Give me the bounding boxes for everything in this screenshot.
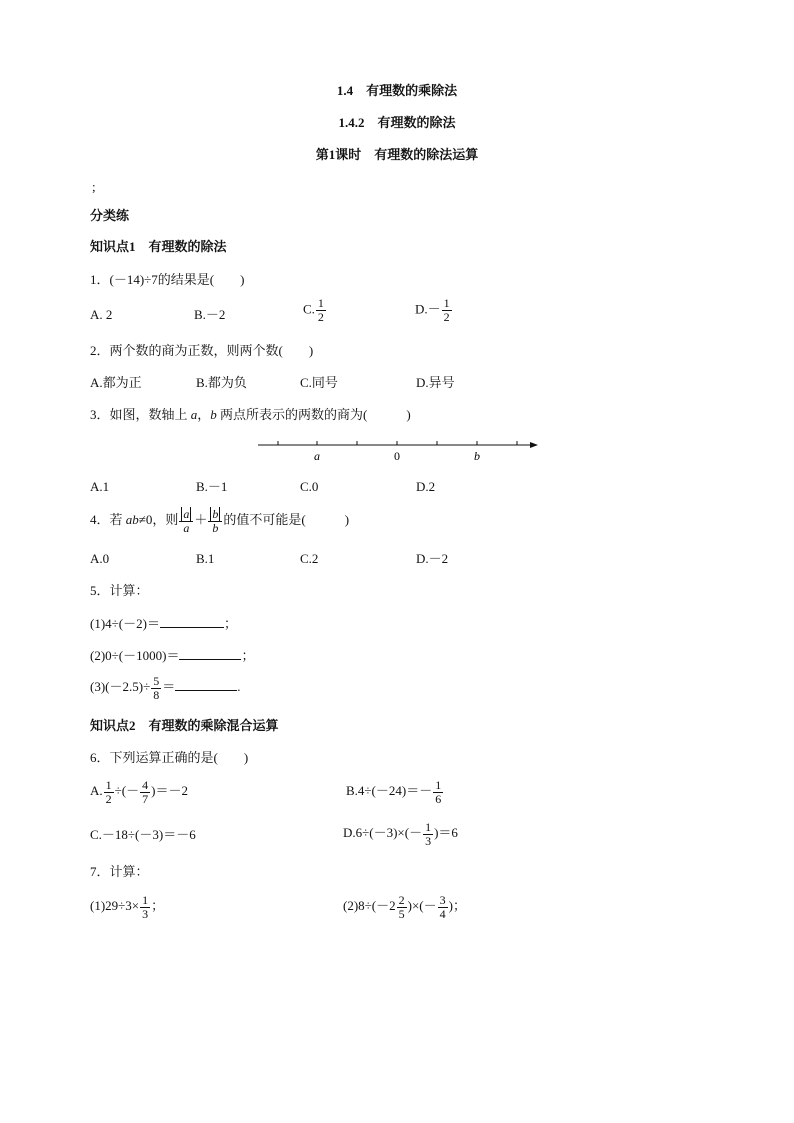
q6-option-b xyxy=(346,776,444,806)
q6-option-c: C.－18÷(－3)＝－6 xyxy=(90,827,196,842)
question-7-stem: 7．计算： xyxy=(90,864,149,879)
stem-text: 的值不可能是( ) xyxy=(223,512,350,527)
denominator: 2 xyxy=(105,791,112,806)
numerator: 2 xyxy=(398,892,405,907)
denominator: 4 xyxy=(439,906,446,921)
category-heading: 分类练 xyxy=(90,208,130,223)
numerator: 3 xyxy=(439,892,446,907)
q1-option-d xyxy=(415,297,453,324)
denominator: 3 xyxy=(425,833,432,848)
subsection-title: 1.4.2 有理数的除法 xyxy=(338,115,456,130)
stray-mark: ; xyxy=(92,179,96,194)
question-4-stem xyxy=(90,505,349,535)
fraction xyxy=(140,779,150,806)
q2-option-a: A.都为正 xyxy=(90,375,142,390)
answer-blank[interactable] xyxy=(179,646,241,660)
separator: ， xyxy=(197,407,211,422)
q2-option-c: C.同号 xyxy=(300,375,338,390)
fraction xyxy=(179,508,193,535)
condition-ab: ab xyxy=(125,512,139,527)
fraction xyxy=(151,675,161,702)
plus-sign: ＋ xyxy=(194,512,208,527)
q1-option-c xyxy=(303,297,327,324)
fraction xyxy=(140,894,150,921)
denominator: 7 xyxy=(142,791,149,806)
denominator: 2 xyxy=(317,310,324,324)
punctuation: ； xyxy=(151,898,165,913)
fraction xyxy=(438,894,448,921)
q4-option-a: A.0 xyxy=(90,551,110,566)
numerator: 5 xyxy=(153,673,160,688)
q7-part-2 xyxy=(343,891,466,921)
question-1-stem: 1．(－14)÷7的结果是( ) xyxy=(90,272,245,287)
fraction xyxy=(104,779,114,806)
numerator: 1 xyxy=(317,296,324,310)
q1-option-a: A. 2 xyxy=(90,307,113,322)
denominator: a xyxy=(183,520,190,535)
q5-part-2 xyxy=(90,646,254,665)
number-line xyxy=(255,436,545,466)
q3-option-b: B.－1 xyxy=(196,479,228,494)
numerator: b xyxy=(212,506,219,521)
variable-a: a xyxy=(190,407,198,422)
expression: (3)(－2.5)÷ xyxy=(90,679,151,694)
equals-sign: ＝ xyxy=(162,679,176,694)
numerator: 4 xyxy=(142,777,149,792)
numerator: a xyxy=(183,506,190,521)
q5-part-1 xyxy=(90,614,237,633)
knowledge-point-1-heading: 知识点1 有理数的除法 xyxy=(90,239,227,254)
expression: (2)0÷(－1000)＝ xyxy=(90,648,180,663)
q4-option-c: C.2 xyxy=(300,551,319,566)
expression: B.4÷(－24)＝－ xyxy=(346,783,433,798)
expression: (2)8÷(－2 xyxy=(343,898,396,913)
stem-text: 两点所表示的两数的商为( ) xyxy=(216,407,411,422)
punctuation: ； xyxy=(241,648,255,663)
expression: (1)4÷(－2)＝ xyxy=(90,616,160,631)
option-label: A. xyxy=(90,783,103,798)
numerator: 1 xyxy=(105,777,112,792)
denominator: 5 xyxy=(398,906,405,921)
q3-option-a: A.1 xyxy=(90,479,110,494)
q6-option-d xyxy=(343,818,458,848)
answer-blank[interactable] xyxy=(175,677,237,691)
variable-b: b xyxy=(210,407,217,422)
q2-option-b: B.都为负 xyxy=(196,375,247,390)
denominator: 8 xyxy=(153,687,160,702)
fraction xyxy=(442,297,452,324)
lesson-title: 第1课时 有理数的除法运算 xyxy=(315,147,479,162)
axis-label-a: a xyxy=(314,449,320,463)
knowledge-point-2-heading: 知识点2 有理数的乘除混合运算 xyxy=(90,718,279,733)
numerator: 1 xyxy=(425,819,432,834)
fraction xyxy=(423,821,433,848)
stem-text: 4．若 xyxy=(90,512,126,527)
fraction xyxy=(433,779,443,806)
expression: (1)29÷3× xyxy=(90,898,140,913)
q2-option-d: D.异号 xyxy=(416,375,455,390)
q1-option-b: B.－2 xyxy=(194,307,226,322)
question-6-stem: 6．下列运算正确的是( ) xyxy=(90,750,249,765)
expression: )＝6 xyxy=(434,825,458,840)
fraction xyxy=(397,894,407,921)
q3-option-c: C.0 xyxy=(300,479,319,494)
punctuation: . xyxy=(237,679,241,694)
section-title: 1.4 有理数的乘除法 xyxy=(336,83,458,98)
denominator: 2 xyxy=(443,310,450,324)
q1-option-d-label: D.－ xyxy=(415,301,441,317)
q4-option-d: D.－2 xyxy=(416,551,449,566)
numerator: 1 xyxy=(435,777,442,792)
axis-label-b: b xyxy=(474,449,480,463)
q6-option-a xyxy=(90,776,188,806)
question-5-stem: 5．计算： xyxy=(90,583,149,598)
q7-part-1 xyxy=(90,891,164,921)
q1-option-c-label: C. xyxy=(303,301,315,317)
expression: )×(－ xyxy=(407,898,437,913)
q5-part-3 xyxy=(90,672,240,702)
denominator: 6 xyxy=(435,791,442,806)
stem-text: ≠0，则 xyxy=(138,512,179,527)
axis-label-zero: 0 xyxy=(394,449,400,463)
fraction xyxy=(208,508,222,535)
axis-arrow-icon xyxy=(530,442,538,448)
expression: ÷(－ xyxy=(114,783,140,798)
q4-option-b: B.1 xyxy=(196,551,215,566)
question-3-stem xyxy=(90,406,411,424)
q3-option-d: D.2 xyxy=(416,479,436,494)
denominator: b xyxy=(212,520,219,535)
numerator: 1 xyxy=(443,296,450,310)
question-2-stem: 2．两个数的商为正数，则两个数( ) xyxy=(90,343,314,358)
punctuation: ； xyxy=(223,616,237,631)
numerator: 1 xyxy=(142,892,149,907)
answer-blank[interactable] xyxy=(160,614,224,628)
fraction xyxy=(316,297,326,324)
denominator: 3 xyxy=(142,906,149,921)
punctuation: )； xyxy=(448,898,466,913)
stem-text: 3．如图，数轴上 xyxy=(90,407,191,422)
expression: )＝－2 xyxy=(151,783,188,798)
expression: D.6÷(－3)×(－ xyxy=(343,825,423,840)
